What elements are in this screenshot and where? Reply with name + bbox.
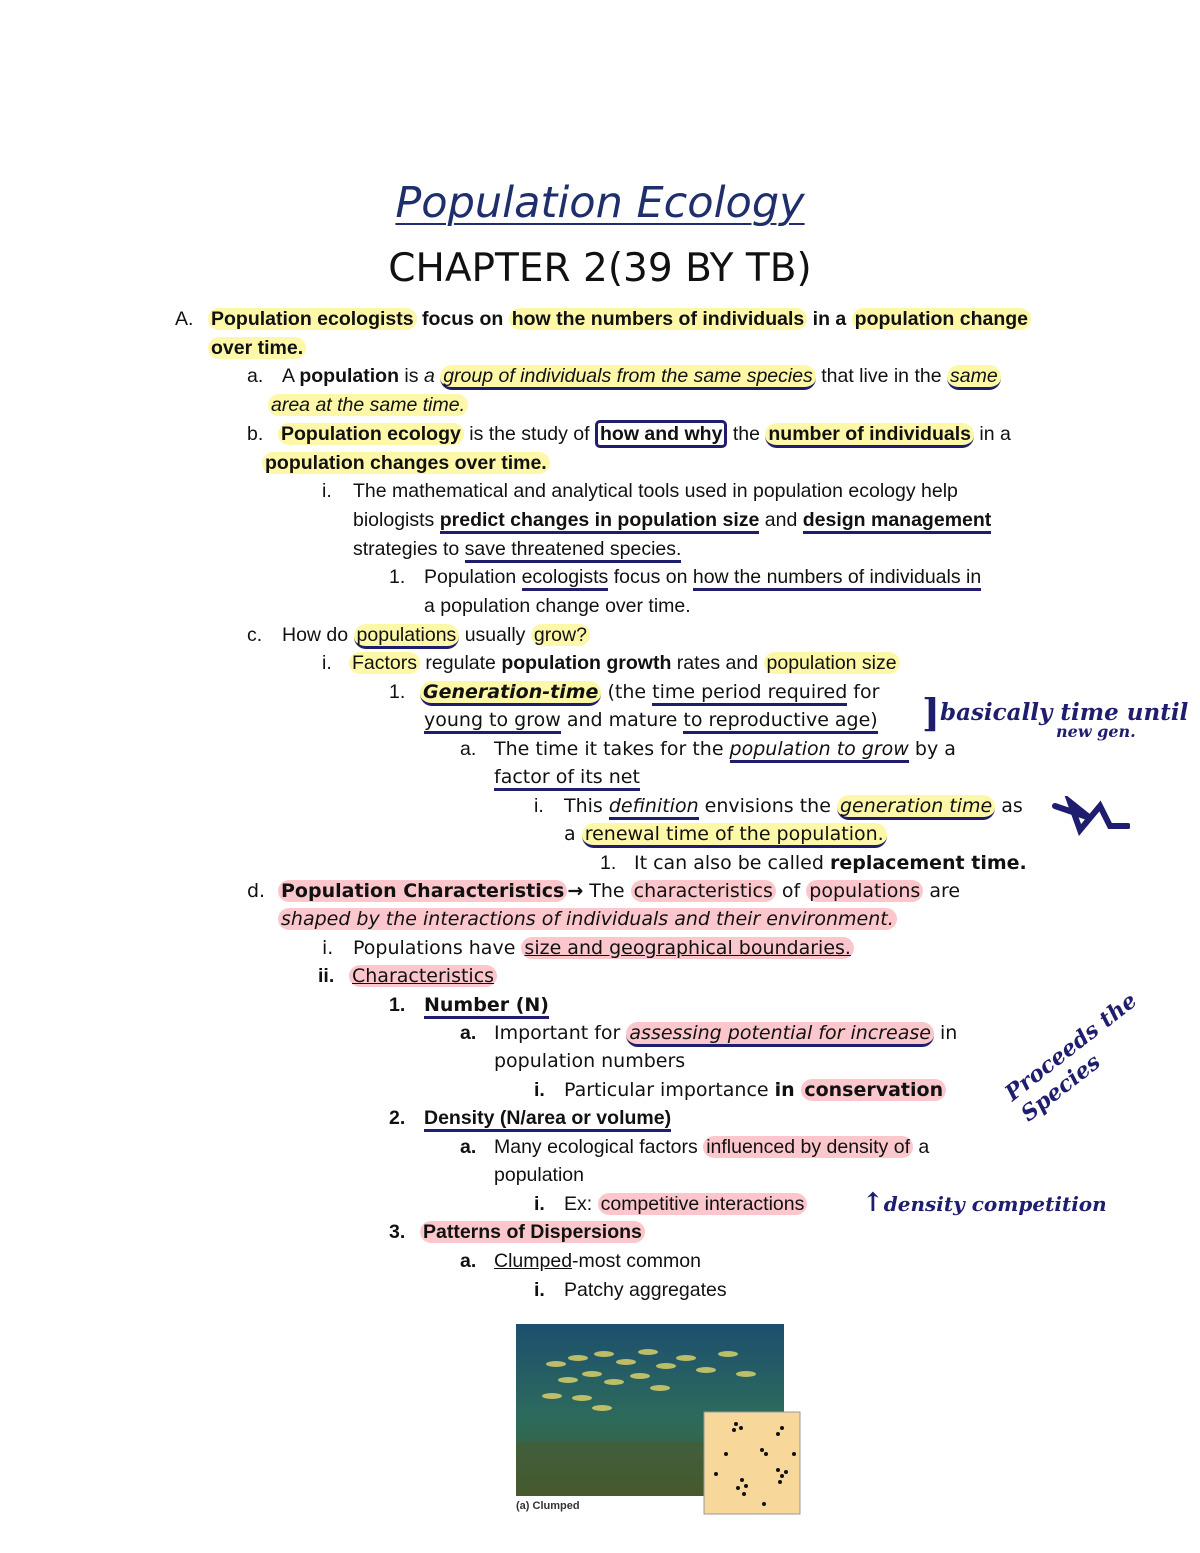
marker-c-i-1-a-i: i. xyxy=(534,795,544,817)
outline-d-ii-1-line1 xyxy=(424,991,549,1019)
bold-term: in xyxy=(774,1079,802,1101)
bold-term: population xyxy=(299,365,400,387)
text: that live in the xyxy=(815,365,947,387)
marker-c-i-1: 1. xyxy=(389,681,406,703)
highlight: competitive interactions xyxy=(598,1193,808,1215)
marker-d: d. xyxy=(247,880,266,902)
bold-term: predict changes in population size xyxy=(440,509,760,534)
marker-d-i: i. xyxy=(322,937,334,959)
note-text: density competition xyxy=(883,1192,1107,1216)
bold-term: Number (N) xyxy=(424,994,549,1019)
italic-text: a xyxy=(423,365,441,387)
bold-term: replacement time. xyxy=(829,852,1027,874)
text: biologists xyxy=(353,509,440,531)
marker-d-ii-3: 3. xyxy=(389,1221,406,1243)
highlight: population changes over time. xyxy=(262,452,550,474)
text: The xyxy=(583,880,631,902)
highlight: same xyxy=(947,365,1001,390)
highlight: over time. xyxy=(208,337,306,359)
up-arrow-mark: ↑ xyxy=(862,1188,884,1218)
underlined-text: time period required xyxy=(652,681,847,706)
text: regulate xyxy=(420,652,502,674)
marker-d-ii-2: 2. xyxy=(389,1107,406,1129)
outline-c-i-1-a-line1 xyxy=(494,735,956,763)
highlight: number of individuals xyxy=(765,423,974,448)
outline-d-ii-2-a-line2: population xyxy=(494,1164,584,1186)
highlight: Factors xyxy=(349,652,420,674)
highlight: generation time xyxy=(837,795,995,820)
marker-b-i: i. xyxy=(322,480,332,502)
text: This xyxy=(564,795,609,817)
text: as xyxy=(995,795,1023,817)
highlight: renewal time of the population. xyxy=(582,823,887,848)
outline-b-line1 xyxy=(278,420,1011,448)
outline-c-line1 xyxy=(282,621,590,649)
highlight: size and geographical boundaries. xyxy=(521,937,854,959)
underlined-text: population to grow xyxy=(730,738,909,763)
highlight: population change xyxy=(852,308,1031,330)
outline-d-ii-1-a-line2: population numbers xyxy=(494,1050,686,1072)
highlight: shaped by the interactions of individuals and their environment. xyxy=(278,908,897,930)
scribble-mark xyxy=(1050,796,1130,840)
outline-a-line2 xyxy=(268,391,468,419)
text: It can also be called xyxy=(634,852,830,874)
marker-a: a. xyxy=(247,365,264,387)
outline-d-ii-line1 xyxy=(349,962,497,990)
highlight: Characteristics xyxy=(349,965,497,987)
text: focus on xyxy=(416,308,509,330)
text: and xyxy=(759,509,803,531)
highlight: how the numbers of individuals xyxy=(509,308,808,330)
outline-A-line1 xyxy=(208,305,1031,333)
text: rates and xyxy=(671,652,764,674)
fish-school-photo xyxy=(516,1324,802,1520)
outline-b-line2 xyxy=(262,449,550,477)
marker-c-i-1-a-i-1: 1. xyxy=(600,852,617,874)
outline-b-i-1-line1 xyxy=(424,563,981,591)
highlight: populations xyxy=(354,624,460,649)
outline-c-i-1-a-i-line1 xyxy=(564,792,1023,820)
text: How do xyxy=(282,624,354,646)
outline-b-i-line2 xyxy=(353,506,991,534)
marker-c-i-1-a: a. xyxy=(460,738,477,760)
outline-b-i-line1: The mathematical and analytical tools used in population ecology help xyxy=(353,480,958,502)
marker-d-ii-1-a: a. xyxy=(460,1022,477,1044)
highlight: Generation-time xyxy=(420,681,601,706)
outline-c-i-line1 xyxy=(349,649,900,677)
text: and mature xyxy=(560,709,684,731)
text: in xyxy=(933,1022,958,1044)
handwritten-note-density xyxy=(862,1188,1107,1218)
marker-d-ii-3-a-i: i. xyxy=(534,1279,545,1301)
outline-d-ii-1-a-line1 xyxy=(494,1019,957,1047)
highlight: influenced by density of xyxy=(703,1136,913,1158)
underlined-text: young to grow xyxy=(424,709,561,734)
text: Population xyxy=(424,566,522,588)
text: Populations have xyxy=(353,937,522,959)
marker-d-ii-1: 1. xyxy=(389,994,406,1016)
text: are xyxy=(923,880,961,902)
outline-c-i-1-a-i-line2 xyxy=(564,820,887,848)
outline-a-line1 xyxy=(282,362,1001,390)
outline-c-i-1-a-line2 xyxy=(494,763,640,791)
text: is xyxy=(399,365,424,387)
text: Ex: xyxy=(564,1193,598,1215)
underlined-text: definition xyxy=(609,795,699,820)
text: Important for xyxy=(494,1022,627,1044)
text: by a xyxy=(908,738,956,760)
boxed-term: how and why xyxy=(595,420,727,448)
marker-c-i: i. xyxy=(322,652,332,674)
outline-c-i-1-line2 xyxy=(424,706,878,734)
text: (the xyxy=(601,681,653,703)
outline-d-ii-1-a-i-line1 xyxy=(564,1076,946,1104)
handwritten-note-newgen: new gen. xyxy=(1056,722,1136,741)
note-text: basically time until xyxy=(939,699,1189,726)
text: envisions the xyxy=(698,795,837,817)
outline-d-ii-3-a-i-line1: Patchy aggregates xyxy=(564,1279,727,1301)
text: focus on xyxy=(608,566,693,588)
outline-c-i-1-line1 xyxy=(420,678,879,706)
marker-c: c. xyxy=(247,624,263,646)
text: -most common xyxy=(572,1250,701,1272)
text: is the study of xyxy=(463,423,595,445)
outline-d-ii-3-line1 xyxy=(420,1218,645,1246)
text: a xyxy=(564,823,582,845)
outline-d-line2 xyxy=(278,905,897,933)
text: usually xyxy=(459,624,531,646)
highlight: Population ecologists xyxy=(208,308,417,330)
underlined-text: ecologists xyxy=(522,566,609,591)
text: a xyxy=(913,1136,930,1158)
outline-d-ii-3-a-line1 xyxy=(494,1247,701,1275)
text: Particular importance xyxy=(564,1079,775,1101)
text: strategies to xyxy=(353,538,465,560)
marker-d-ii-3-a: a. xyxy=(460,1250,477,1272)
highlight: populations xyxy=(806,880,923,902)
highlight: Population ecology xyxy=(278,423,464,445)
text: for xyxy=(847,681,880,703)
outline-b-i-line3 xyxy=(353,535,681,563)
highlight: Population Characteristics xyxy=(278,880,567,902)
marker-d-ii-1-a-i: i. xyxy=(534,1079,545,1101)
highlight: grow? xyxy=(531,624,590,646)
marker-d-ii-2-a: a. xyxy=(460,1136,477,1158)
underlined-text: Clumped xyxy=(494,1250,573,1272)
text: A xyxy=(282,365,300,387)
text: the xyxy=(727,423,766,445)
arrow: → xyxy=(567,880,584,902)
underlined-text: to reproductive age) xyxy=(683,709,877,734)
handwritten-note-proceeds: Proceeds the Species xyxy=(1000,987,1142,1127)
text: in a xyxy=(807,308,852,330)
underlined-text: save threatened species. xyxy=(465,538,682,563)
marker-d-ii: ii. xyxy=(318,965,335,987)
highlight: characteristics xyxy=(631,880,776,902)
chapter-heading: CHAPTER 2(39 BY TB) xyxy=(388,246,812,291)
highlight: conservation xyxy=(801,1079,946,1101)
text: in a xyxy=(973,423,1011,445)
marker-A: A. xyxy=(175,308,194,330)
page-title: Population Ecology xyxy=(395,178,805,228)
underlined-text: factor of its net xyxy=(494,766,640,791)
bold-term: population growth xyxy=(501,652,672,674)
marker-b: b. xyxy=(247,423,264,445)
underlined-text: how the numbers of individuals in xyxy=(693,566,981,591)
highlight: group of individuals from the same species xyxy=(440,365,816,390)
outline-d-i-line1 xyxy=(353,934,854,962)
bold-term: design management xyxy=(803,509,992,534)
outline-A-line2 xyxy=(208,334,306,362)
text: of xyxy=(775,880,807,902)
marker-d-ii-2-a-i: i. xyxy=(534,1193,545,1215)
outline-d-line1 xyxy=(278,877,960,905)
outline-c-i-1-a-i-1-line1 xyxy=(634,849,1027,877)
highlight: assessing potential for increase xyxy=(626,1022,934,1047)
figure-caption: (a) Clumped xyxy=(516,1500,580,1512)
highlight: population size xyxy=(764,652,900,674)
marker-b-i-1: 1. xyxy=(389,566,406,588)
text: Many ecological factors xyxy=(494,1136,704,1158)
bold-term: Density (N/area or volume) xyxy=(424,1107,671,1132)
clumped-dispersion-figure xyxy=(516,1324,802,1520)
highlight: Patterns of Dispersions xyxy=(420,1221,645,1243)
text: The time it takes for the xyxy=(494,738,730,760)
outline-b-i-1-line2: a population change over time. xyxy=(424,595,691,617)
highlight: area at the same time. xyxy=(268,394,468,416)
bracket-mark: ] xyxy=(922,690,940,735)
outline-d-ii-2-a-i-line1 xyxy=(564,1190,807,1218)
outline-d-ii-2-a-line1 xyxy=(494,1133,929,1161)
outline-d-ii-2-line1 xyxy=(424,1104,671,1132)
